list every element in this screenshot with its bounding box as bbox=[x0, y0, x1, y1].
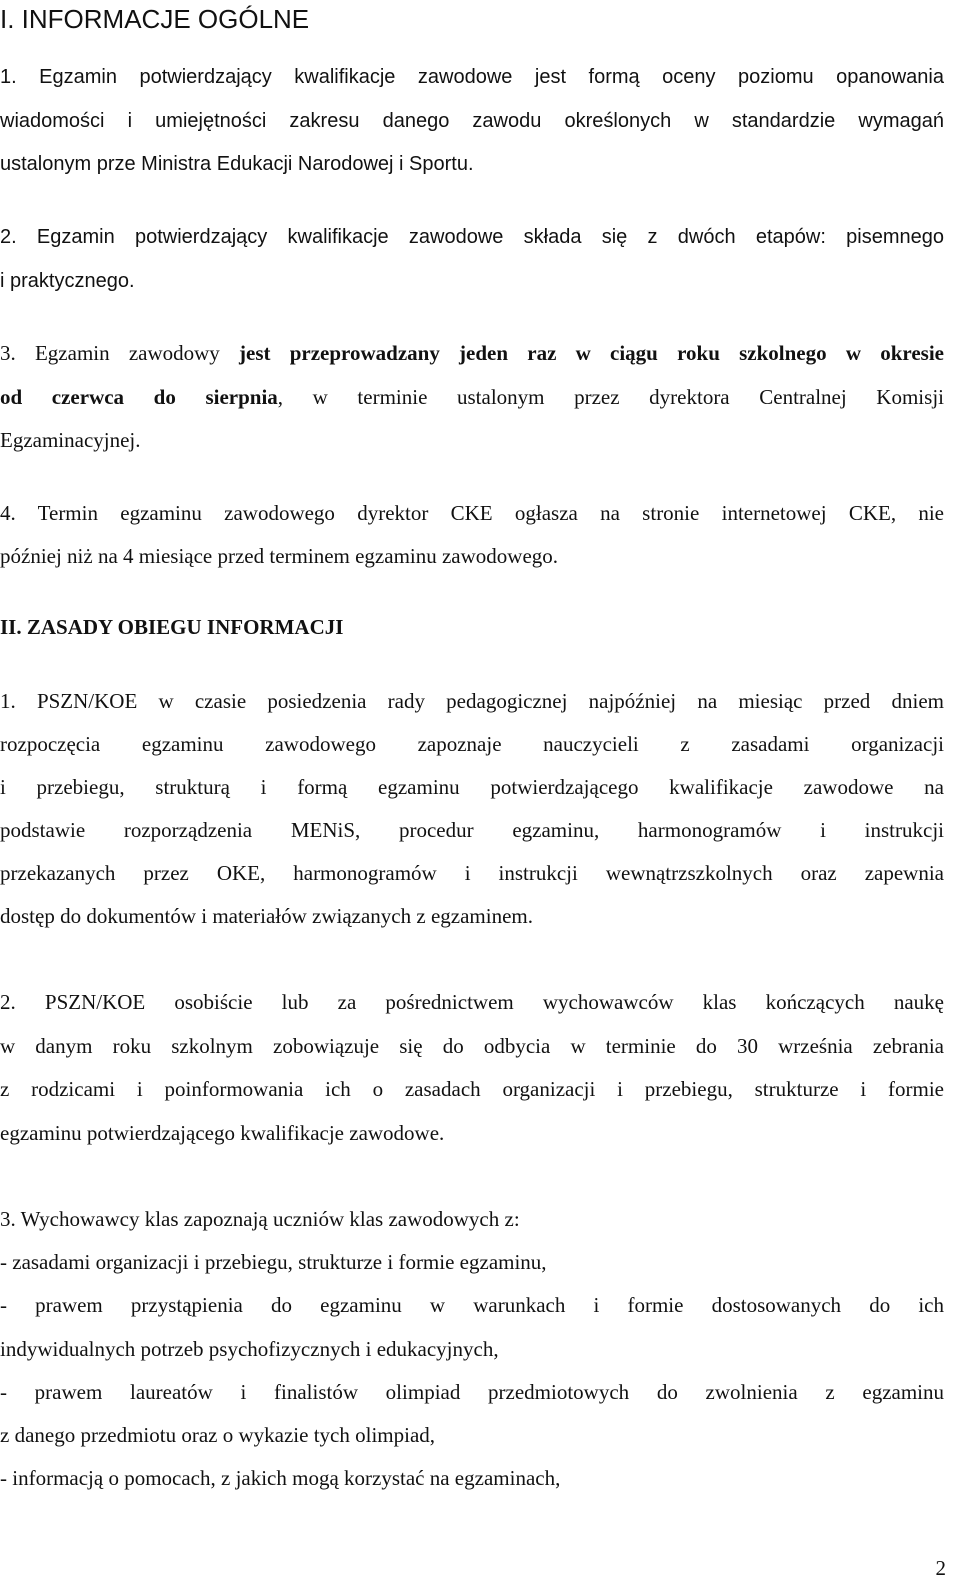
s1-p4-line-1: 4. Termin egzaminu zawodowego dyrektor CKE ogłasza na stronie internetowej CKE, nie bbox=[0, 501, 944, 525]
s1-p2-line-2: i praktycznego. bbox=[0, 270, 135, 292]
s1-p4-line-2: później niż na 4 miesiące przed terminem egzaminu zawodowego. bbox=[0, 544, 559, 568]
s1-p3-line-2 bbox=[0, 382, 944, 412]
s2-p3-line-3: - prawem przystąpienia do egzaminu w warunkach i formie dostosowanych do ich bbox=[0, 1293, 944, 1317]
s2-p2-line-2: w danym roku szkolnym zobowiązuje się do odbycia w terminie do 30 września zebrania bbox=[0, 1034, 944, 1058]
s2-p3-line-7: - informacją o pomocach, z jakich mogą korzystać na egzaminach, bbox=[0, 1466, 561, 1490]
section-1-heading: I. INFORMACJE OGÓLNE bbox=[0, 4, 310, 34]
page-number: 2 bbox=[935, 1556, 946, 1580]
s2-p1-line-6: dostęp do dokumentów i materiałów związanych z egzaminem. bbox=[0, 904, 533, 928]
s1-p3-line-2-rest: , w terminie ustalonym przez dyrektora Centralnej Komisji bbox=[277, 385, 944, 409]
section-2-heading: II. ZASADY OBIEGU INFORMACJI bbox=[0, 615, 344, 639]
s2-p1-line-4: podstawie rozporządzenia MENiS, procedur egzaminu, harmonogramów i instrukcji bbox=[0, 818, 944, 842]
s2-p1-line-5: przekazanych przez OKE, harmonogramów i instrukcji wewnątrzszkolnych oraz zapewnia bbox=[0, 861, 944, 885]
s2-p3-line-2: - zasadami organizacji i przebiegu, strukturze i formie egzaminu, bbox=[0, 1250, 547, 1274]
s2-p1-line-2: rozpoczęcia egzaminu zawodowego zapoznaje nauczycieli z zasadami organizacji bbox=[0, 732, 944, 756]
s2-p2-line-1: 2. PSZN/KOE osobiście lub za pośrednictwem wychowawców klas kończących naukę bbox=[0, 990, 944, 1014]
s2-p3-line-6: z danego przedmiotu oraz o wykazie tych olimpiad, bbox=[0, 1423, 436, 1447]
s1-p3-line-3: Egzaminacyjnej. bbox=[0, 428, 141, 452]
s1-p3-line-1-lead: 3. Egzamin zawodowy bbox=[0, 341, 240, 365]
s2-p3-line-5: - prawem laureatów i finalistów olimpiad przedmiotowych do zwolnienia z egzaminu bbox=[0, 1380, 944, 1404]
s2-p2-line-3: z rodzicami i poinformowania ich o zasadach organizacji i przebiegu, strukturze i formie bbox=[0, 1077, 944, 1101]
s1-p3-line-2-bold: od czerwca do sierpnia bbox=[0, 385, 278, 409]
s2-p3-line-1: 3. Wychowawcy klas zapoznają uczniów klas zawodowych z: bbox=[0, 1207, 520, 1231]
s2-p1-line-1: 1. PSZN/KOE w czasie posiedzenia rady pedagogicznej najpóźniej na miesiąc przed dniem bbox=[0, 689, 944, 713]
s1-p1-line-1: 1. Egzamin potwierdzający kwalifikacje zawodowe jest formą oceny poziomu opanowania bbox=[0, 66, 944, 88]
s1-p1-line-3: ustalonym prze Ministra Edukacji Narodowej i Sportu. bbox=[0, 153, 474, 175]
s1-p2-line-1: 2. Egzamin potwierdzający kwalifikacje zawodowe składa się z dwóch etapów: pisemnego bbox=[0, 226, 944, 248]
s2-p3-line-4: indywidualnych potrzeb psychofizycznych i edukacyjnych, bbox=[0, 1337, 499, 1361]
s2-p1-line-3: i przebiegu, strukturą i formą egzaminu potwierdzającego kwalifikacje zawodowe na bbox=[0, 775, 944, 799]
s1-p3-line-1-bold: jest przeprowadzany jeden raz w ciągu roku szkolnego w okresie bbox=[239, 341, 944, 365]
s2-p2-line-4: egzaminu potwierdzającego kwalifikacje zawodowe. bbox=[0, 1121, 445, 1145]
s1-p3-line-1 bbox=[0, 338, 944, 368]
s1-p1-line-2: wiadomości i umiejętności zakresu danego zawodu określonych w standardzie wymagań bbox=[0, 110, 944, 132]
